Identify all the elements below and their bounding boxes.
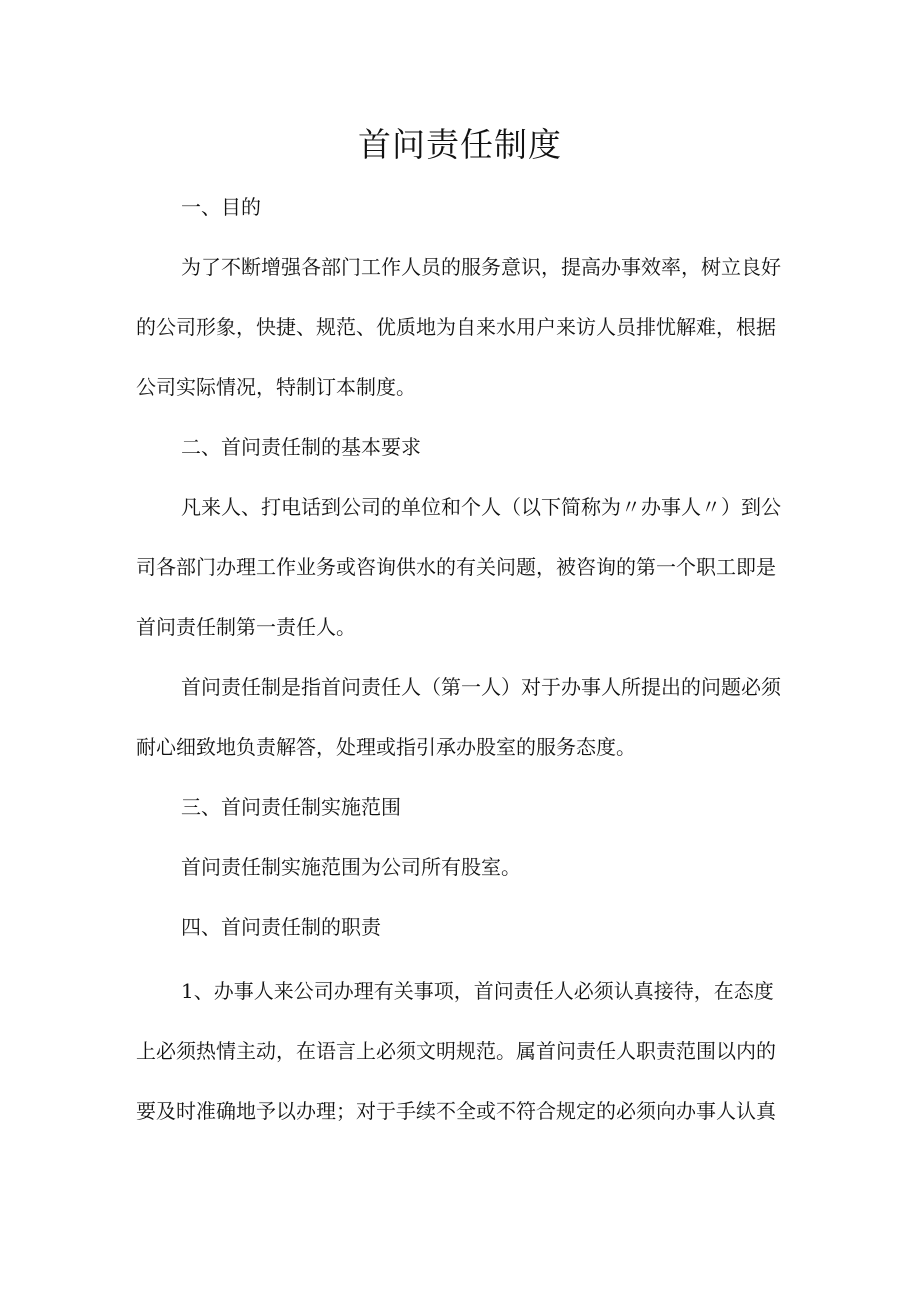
section-heading-requirements: 二、首问责任制的基本要求 bbox=[181, 435, 421, 459]
paragraph-requirements-2 bbox=[136, 657, 786, 777]
section-heading-purpose: 一、目的 bbox=[181, 195, 261, 219]
paragraph-scope bbox=[136, 837, 786, 897]
paragraph-line: 首问责任制实施范围为公司所有股室。 bbox=[181, 855, 521, 879]
paragraph-requirements-1 bbox=[136, 477, 786, 657]
paragraph-line: 首问责任制第一责任人。 bbox=[136, 615, 356, 639]
paragraph-line: 首问责任制是指首问责任人（第一人）对于办事人所提出的问题必须 bbox=[181, 675, 781, 699]
document-title: 首问责任制度 bbox=[358, 125, 562, 164]
paragraph-line: 凡来人、打电话到公司的单位和个人（以下简称为〃办事人〃）到公 bbox=[181, 495, 781, 519]
paragraph-line: 上必须热情主动，在语言上必须文明规范。属首问责任人职责范围以内的 bbox=[136, 1039, 776, 1063]
paragraph-duties-1 bbox=[136, 961, 786, 1141]
paragraph-line: 为了不断增强各部门工作人员的服务意识，提高办事效率，树立良好 bbox=[181, 255, 781, 279]
paragraph-line: 公司实际情况，特制订本制度。 bbox=[136, 375, 416, 399]
paragraph-line: 的公司形象，快捷、规范、优质地为自来水用户来访人员排忧解难，根据 bbox=[136, 315, 776, 339]
section-heading-scope: 三、首问责任制实施范围 bbox=[181, 795, 401, 819]
paragraph-line: 司各部门办理工作业务或咨询供水的有关问题，被咨询的第一个职工即是 bbox=[136, 555, 776, 579]
paragraph-line: 耐心细致地负责解答，处理或指引承办股室的服务态度。 bbox=[136, 735, 636, 759]
paragraph-line: 1、办事人来公司办理有关事项，首问责任人必须认真接待，在态度 bbox=[181, 979, 774, 1003]
section-heading-duties: 四、首问责任制的职责 bbox=[181, 915, 381, 939]
paragraph-line: 要及时准确地予以办理；对于手续不全或不符合规定的必须向办事人认真 bbox=[136, 1099, 776, 1123]
paragraph-purpose bbox=[136, 237, 786, 417]
